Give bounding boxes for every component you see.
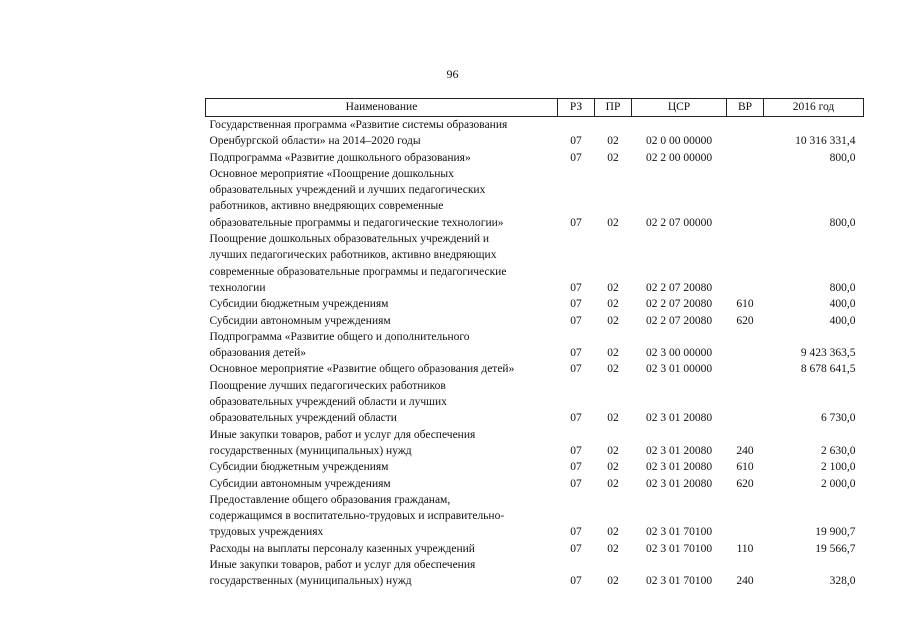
page-number: 96 xyxy=(446,67,459,81)
row-rz: 07 xyxy=(570,151,582,164)
row-name xyxy=(206,459,558,475)
table-row xyxy=(206,476,864,492)
row-name xyxy=(206,150,558,166)
row-pr: 02 xyxy=(607,281,619,294)
row-rz: 07 xyxy=(570,314,582,327)
table-row xyxy=(206,378,864,427)
row-name-line: образовательные программы и педагогические технологии» xyxy=(209,216,504,229)
row-vr: 620 xyxy=(736,314,754,327)
row-name xyxy=(206,476,558,492)
row-name-line: содержащимся в воспитательно-трудовых и исправительно- xyxy=(209,510,505,523)
row-vr: 610 xyxy=(736,461,754,474)
row-name-line: трудовых учреждениях xyxy=(209,526,324,539)
row-amount: 9 423 363,5 xyxy=(800,347,856,360)
row-rz: 07 xyxy=(570,281,582,294)
header-name: Наименование xyxy=(206,99,558,117)
row-csr: 02 3 01 70100 xyxy=(645,542,713,555)
row-amount: 328,0 xyxy=(829,575,856,588)
row-csr: 02 3 01 00000 xyxy=(645,363,713,376)
row-name xyxy=(206,313,558,329)
row-rz: 07 xyxy=(570,444,582,457)
row-name-line: технологии xyxy=(209,281,266,294)
row-name-line: лучших педагогических работников, активно внедряющих xyxy=(209,249,497,262)
row-name xyxy=(206,361,558,377)
row-csr: 02 3 01 20080 xyxy=(645,444,713,457)
row-vr: 610 xyxy=(736,298,754,311)
row-amount: 10 316 331,4 xyxy=(795,135,856,148)
row-pr: 02 xyxy=(607,412,619,425)
table-row xyxy=(206,150,864,166)
table-row xyxy=(206,296,864,312)
row-name xyxy=(206,492,558,541)
row-amount: 800,0 xyxy=(829,281,856,294)
row-name xyxy=(206,557,558,590)
row-name-line: Государственная программа «Развитие системы образования xyxy=(209,119,508,131)
row-name-line: Субсидии автономным учреждениям xyxy=(209,314,391,327)
header-csr: ЦСР xyxy=(632,99,727,117)
row-name-line: Основное мероприятие «Развитие общего образования детей» xyxy=(209,363,515,376)
row-vr: 240 xyxy=(736,575,754,588)
row-name-line: Иные закупки товаров, работ и услуг для обеспечения xyxy=(209,428,476,441)
row-csr: 02 2 07 20080 xyxy=(645,281,713,294)
row-csr: 02 3 00 00000 xyxy=(645,347,713,360)
row-vr xyxy=(727,150,764,166)
row-vr: 620 xyxy=(736,477,754,490)
row-pr: 02 xyxy=(607,542,619,555)
header-pr: ПР xyxy=(595,99,632,117)
row-name-line: современные образовательные программы и педагогические xyxy=(209,265,507,278)
row-pr: 02 xyxy=(607,477,619,490)
row-rz: 07 xyxy=(570,298,582,311)
row-name-line: Расходы на выплаты персоналу казенных учреждений xyxy=(209,542,475,555)
row-name xyxy=(206,231,558,296)
row-rz: 07 xyxy=(570,412,582,425)
table-row xyxy=(206,557,864,590)
table-row xyxy=(206,427,864,460)
row-rz: 07 xyxy=(570,542,582,555)
row-name-line: образовательных учреждений области xyxy=(209,412,397,425)
row-vr xyxy=(727,166,764,231)
row-amount: 2 630,0 xyxy=(821,444,856,457)
row-amount: 800,0 xyxy=(829,151,856,164)
table-row xyxy=(206,166,864,231)
row-rz: 07 xyxy=(570,461,582,474)
row-vr xyxy=(727,378,764,427)
row-name xyxy=(206,117,558,150)
row-amount: 2 000,0 xyxy=(821,477,856,490)
row-name-line: образования детей» xyxy=(209,347,307,360)
row-amount: 6 730,0 xyxy=(821,412,856,425)
row-rz: 07 xyxy=(570,526,582,539)
row-name-line: Субсидии бюджетным учреждениям xyxy=(209,298,389,311)
row-rz: 07 xyxy=(570,477,582,490)
row-name xyxy=(206,427,558,460)
row-amount: 19 566,7 xyxy=(815,542,856,555)
row-name-line: Субсидии бюджетным учреждениям xyxy=(209,461,389,474)
row-pr: 02 xyxy=(607,216,619,229)
row-vr xyxy=(727,231,764,296)
row-name-line: образовательных учреждений области и лучших xyxy=(209,396,447,409)
row-csr: 02 3 01 70100 xyxy=(645,575,713,588)
row-pr: 02 xyxy=(607,314,619,327)
row-rz: 07 xyxy=(570,216,582,229)
row-csr: 02 2 07 20080 xyxy=(645,314,713,327)
table-row xyxy=(206,541,864,557)
row-pr: 02 xyxy=(607,347,619,360)
row-amount: 400,0 xyxy=(829,314,856,327)
row-name-line: Поощрение лучших педагогических работников xyxy=(209,379,446,392)
row-vr xyxy=(727,117,764,150)
table-row xyxy=(206,459,864,475)
row-name-line: государственных (муниципальных) нужд xyxy=(209,575,412,588)
table-body xyxy=(206,117,864,590)
row-rz: 07 xyxy=(570,575,582,588)
row-csr: 02 3 01 20080 xyxy=(645,412,713,425)
row-amount: 800,0 xyxy=(829,216,856,229)
table-row xyxy=(206,117,864,150)
row-vr xyxy=(727,329,764,362)
row-vr xyxy=(727,492,764,541)
row-name xyxy=(206,541,558,557)
budget-table xyxy=(205,98,864,590)
table-row xyxy=(206,329,864,362)
row-pr: 02 xyxy=(607,363,619,376)
row-csr: 02 3 01 70100 xyxy=(645,526,713,539)
row-csr: 02 0 00 00000 xyxy=(645,135,713,148)
row-amount: 8 678 641,5 xyxy=(800,363,856,376)
row-name-line: Подпрограмма «Развитие дошкольного образования» xyxy=(209,151,471,164)
row-rz: 07 xyxy=(570,363,582,376)
row-amount: 2 100,0 xyxy=(821,461,856,474)
row-pr: 02 xyxy=(607,444,619,457)
row-csr: 02 3 01 20080 xyxy=(645,477,713,490)
row-amount: 400,0 xyxy=(829,298,856,311)
row-pr: 02 xyxy=(607,135,619,148)
row-rz: 07 xyxy=(570,135,582,148)
row-name-line: Основное мероприятие «Поощрение дошкольных xyxy=(209,167,454,180)
row-csr: 02 2 07 00000 xyxy=(645,216,713,229)
row-name-line: государственных (муниципальных) нужд xyxy=(209,444,412,457)
row-name-line: Субсидии автономным учреждениям xyxy=(209,477,391,490)
header-rz: РЗ xyxy=(558,99,595,117)
row-name-line: образовательных учреждений и лучших педагогических xyxy=(209,184,486,197)
row-name-line: Иные закупки товаров, работ и услуг для обеспечения xyxy=(209,559,476,572)
row-name-line: Поощрение дошкольных образовательных учреждений и xyxy=(209,233,490,246)
table-row xyxy=(206,492,864,541)
row-rz: 07 xyxy=(570,347,582,360)
row-name xyxy=(206,329,558,362)
row-pr: 02 xyxy=(607,151,619,164)
row-vr xyxy=(727,361,764,377)
table-header-row xyxy=(206,99,864,117)
row-pr: 02 xyxy=(607,461,619,474)
row-name xyxy=(206,166,558,231)
table-row xyxy=(206,361,864,377)
row-vr: 110 xyxy=(736,542,754,555)
table-row xyxy=(206,313,864,329)
row-name xyxy=(206,378,558,427)
header-vr: ВР xyxy=(727,99,764,117)
row-pr: 02 xyxy=(607,575,619,588)
row-name-line: работников, активно внедряющих современные xyxy=(209,200,444,213)
header-year: 2016 год xyxy=(764,99,864,117)
row-csr: 02 2 07 20080 xyxy=(645,298,713,311)
table-row xyxy=(206,231,864,296)
row-name-line: Подпрограмма «Развитие общего и дополнительного xyxy=(209,330,470,343)
row-amount: 19 900,7 xyxy=(815,526,856,539)
row-csr: 02 3 01 20080 xyxy=(645,461,713,474)
row-csr: 02 2 00 00000 xyxy=(645,151,713,164)
row-pr: 02 xyxy=(607,298,619,311)
row-pr: 02 xyxy=(607,526,619,539)
row-name xyxy=(206,296,558,312)
row-name-line: Предоставление общего образования гражданам, xyxy=(209,493,451,506)
row-name-line: Оренбургской области» на 2014–2020 годы xyxy=(209,135,421,148)
row-vr: 240 xyxy=(736,444,754,457)
